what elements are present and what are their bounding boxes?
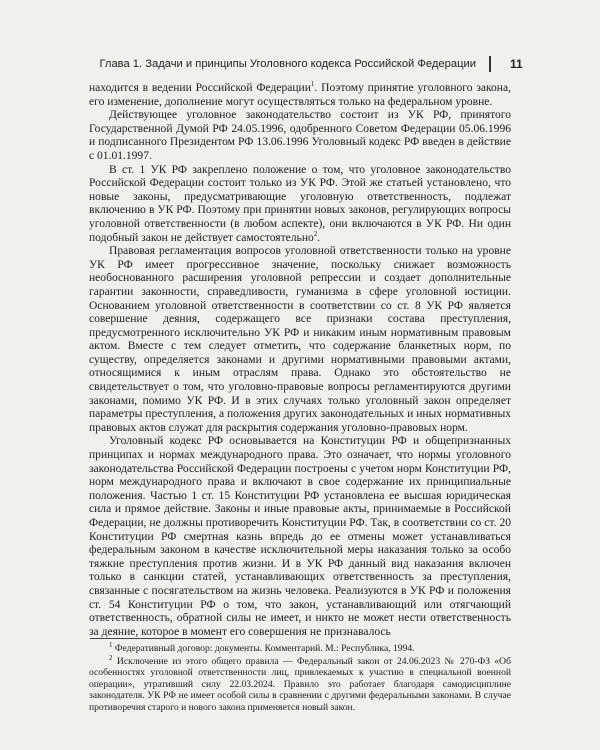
paragraph-tail: . Поэтому принятие уголовного закона, его изменение, дополнение могут осуществляться только на федеральном уровне. xyxy=(89,82,512,108)
running-header xyxy=(0,56,600,74)
footnote-mark: 2 xyxy=(109,653,113,662)
footnote-mark: 1 xyxy=(109,640,113,649)
page-number: 11 xyxy=(510,57,523,71)
paragraph-text: В ст. 1 УК РФ закреплено положение о том, что уголовное законодательство Российской Федерации состоит только из УК РФ. Этой же статьей установлено, что новые законы, предусматривающие уголовную ответственность, подлежат включению в УК РФ. Поэтому при принятии новых законов, регулирующих вопросы уголовной ответственности (в любом аспекте), они включаются в УК РФ. Ни один подобный закон не действует самостоятельно xyxy=(89,163,511,244)
body-text xyxy=(89,82,511,639)
paragraph xyxy=(89,82,511,109)
paragraph-text: Правовая регламентация вопросов уголовной ответственности только на уровне УК РФ имеет прогрессивное значение, поскольку снижает возможность необоснованного расширения уголовной репрессии и создает дополнительные гарантии законности, справедливости, гуманизма в сфере уголовной юстиции. Основанием уголовной ответственности в соответствии со ст. 8 УК РФ является совершение деяния, содержащего все признаки состава преступления, предусмотренного исключительно УК РФ и никаким иным нормативным правовым актом. Вместе с тем следует отметить, что содержание бланкетных норм, по существу, определяется законами и другими нормативными правовыми актами, относящимися к иным отраслям права. Однако это обстоятельство не свидетельствует о том, что уголовно-правовые вопросы регламентируются другими законами, помимо УК РФ. И в этих случаях только уголовный закон определяет параметры преступления, а положения других законодательных и иных нормативных правовых актов служат для раскрытия содержания уголовно-правовых норм. xyxy=(89,245,511,434)
paragraph xyxy=(89,109,511,163)
paragraph xyxy=(89,164,511,246)
paragraph xyxy=(89,435,511,639)
paragraph-tail: . xyxy=(317,231,321,244)
chapter-title: Глава 1. Задачи и принципы Уголовного кодекса Российской Федерации xyxy=(99,58,476,70)
footnote xyxy=(89,640,511,655)
footnote-ref[interactable]: 1 xyxy=(310,80,315,89)
paragraph-text: находится в ведении Российской Федерации xyxy=(89,82,311,94)
footnotes xyxy=(89,640,511,713)
footnote-rule xyxy=(90,638,222,639)
paragraph-text: Действующее уголовное законодательство состоит из УК РФ, принятого Государственной Думой РФ 24.05.1996, одобренного Советом Федерации 05.06.1996 и подписанного Президентом РФ 13.06.1996 Уголовный кодекс РФ введен в действие с 01.01.1997. xyxy=(89,109,511,162)
footnote-text: Исключение из этого общего правила — Федеральный закон от 24.06.2023 № 270-ФЗ «Об особенностях уголовной ответственности лиц, привлекаемых к участию в специальной военной операции», утративший силу 22.03.2024. Правило это работает благодаря самодисциплине законодателя. УК РФ не имеет особой силы в сравнении с другими федеральными законами. В случае противоречия старого и нового закона применяется новый закон. xyxy=(89,655,511,713)
footnote-ref[interactable]: 2 xyxy=(313,229,318,238)
paragraph xyxy=(89,245,511,435)
paragraph-text: Уголовный кодекс РФ основывается на Конституции РФ и общепризнанных принципах и нормах международного права. Это означает, что нормы уголовного законодательства Российской Федерации построены с учетом норм Конституции РФ, норм международного права и включают в свое содержание их принципиальные положения. Частью 1 ст. 15 Конституции РФ установлена ее высшая юридическая сила и прямое действие. Законы и иные правовые акты, принимаемые в Российской Федерации, не должны противоречить Конституции РФ. Так, в соответствии со ст. 20 Конституции РФ смертная казнь впредь до ее отмены может устанавливаться федеральным законом в качестве исключительной меры наказания только за особо тяжкие преступления против жизни. И в УК РФ данный вид наказания включен только в санкции статей, устанавливающих ответственность за преступления, связанные с посягательством на жизнь человека. Реализуются в УК РФ и положения ст. 54 Конституции РФ о том, что закон, устанавливающий или отягчающий ответственность, обратной силы не имеет, и никто не может нести ответственность за деяние, которое в момент его совершения не признавалось xyxy=(89,435,511,638)
footnote xyxy=(89,653,511,714)
footnote-text: Федеративный договор: документы. Комментарий. М.: Республика, 1994. xyxy=(114,643,415,654)
header-separator xyxy=(489,56,491,72)
